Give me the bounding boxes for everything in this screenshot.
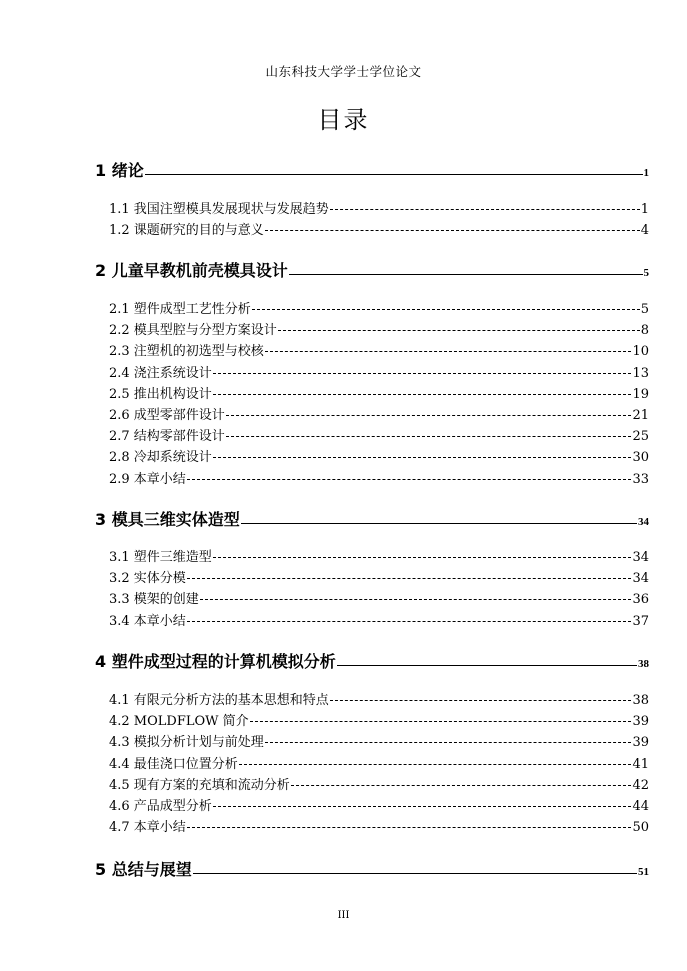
dot-leader xyxy=(200,599,632,600)
dot-leader xyxy=(239,764,632,765)
dot-leader xyxy=(213,394,632,395)
toc-section[interactable] xyxy=(109,468,649,487)
dot-leader xyxy=(265,351,632,352)
toc-chapter[interactable] xyxy=(95,857,649,880)
toc-section-page: 39 xyxy=(632,735,649,751)
dot-leader xyxy=(213,373,632,374)
toc-section[interactable] xyxy=(109,753,649,772)
toc-chapter[interactable] xyxy=(95,258,649,281)
toc-section[interactable] xyxy=(109,774,649,793)
toc-section-page: 4 xyxy=(640,223,649,239)
toc-section-page: 30 xyxy=(632,450,649,466)
toc-chapter-label: 2 儿童早教机前壳模具设计 xyxy=(95,261,288,280)
toc-section[interactable] xyxy=(109,610,649,629)
dot-leader xyxy=(213,557,632,558)
toc-section-label: 4.1 有限元分析方法的基本思想和特点 xyxy=(109,693,329,708)
toc-chapter-label: 4 塑件成型过程的计算机模拟分析 xyxy=(95,652,336,671)
toc-section[interactable] xyxy=(109,383,649,402)
toc-section-label: 2.8 冷却系统设计 xyxy=(109,450,212,466)
toc-section-page: 34 xyxy=(632,571,649,587)
toc-section[interactable] xyxy=(109,362,649,381)
toc-chapter-page: 51 xyxy=(638,866,649,878)
toc-section-page: 13 xyxy=(632,365,649,381)
toc-section-label: 3.1 塑件三维造型 xyxy=(109,550,212,565)
toc-section-page: 39 xyxy=(632,714,649,730)
dot-leader xyxy=(337,665,637,666)
toc-chapter-page: 38 xyxy=(638,658,649,670)
toc-chapter-page: 34 xyxy=(638,516,649,528)
toc-section[interactable] xyxy=(109,340,649,359)
toc-chapter[interactable] xyxy=(95,649,649,672)
toc-section-label: 2.7 结构零部件设计 xyxy=(109,429,225,445)
toc-chapter-page: 5 xyxy=(643,267,649,279)
dot-leader xyxy=(330,209,640,210)
toc-section-page: 37 xyxy=(632,613,649,629)
toc-section-page: 1 xyxy=(640,202,649,217)
toc-chapter[interactable] xyxy=(95,507,649,530)
dot-leader xyxy=(226,436,632,437)
toc-section-page: 50 xyxy=(632,820,649,836)
dot-leader xyxy=(289,274,643,275)
dot-leader xyxy=(252,309,640,310)
toc-section-page: 34 xyxy=(632,550,649,565)
toc-section-page: 21 xyxy=(632,408,649,423)
dot-leader xyxy=(330,700,632,701)
toc-section-page: 19 xyxy=(632,386,649,402)
toc-section-label: 2.1 塑件成型工艺性分析 xyxy=(109,302,251,317)
toc-section[interactable] xyxy=(109,219,649,238)
toc-section[interactable] xyxy=(109,710,649,729)
toc-section[interactable] xyxy=(109,198,649,217)
dot-leader xyxy=(226,415,632,416)
toc-section-label: 4.2 MOLDFLOW 简介 xyxy=(109,714,249,730)
toc-section-page: 36 xyxy=(632,592,649,608)
dot-leader xyxy=(193,873,637,874)
toc-section-page: 44 xyxy=(632,799,649,814)
toc-section-label: 4.5 现有方案的充填和流动分析 xyxy=(109,777,290,793)
toc-title: 目录 xyxy=(317,106,370,134)
toc-section[interactable] xyxy=(109,567,649,586)
toc-section-page: 41 xyxy=(632,756,649,772)
toc-section[interactable] xyxy=(109,795,649,814)
toc-section-label: 2.5 推出机构设计 xyxy=(109,386,212,402)
dot-leader xyxy=(187,479,632,480)
toc-chapter-page: 1 xyxy=(643,167,649,179)
toc-section-label: 1.1 我国注塑模具发展现状与发展趋势 xyxy=(109,202,329,217)
toc-section-label: 2.2 模具型腔与分型方案设计 xyxy=(109,323,277,339)
dot-leader xyxy=(241,523,637,524)
toc-section-label: 2.9 本章小结 xyxy=(109,471,186,487)
toc-chapter-label: 5 总结与展望 xyxy=(95,860,192,879)
dot-leader xyxy=(265,230,640,231)
toc-section[interactable] xyxy=(109,425,649,444)
dot-leader xyxy=(265,742,632,743)
toc-section-page: 42 xyxy=(632,777,649,793)
dot-leader xyxy=(187,827,632,828)
toc-section[interactable] xyxy=(109,404,649,423)
toc-section-label: 4.3 模拟分析计划与前处理 xyxy=(109,735,264,751)
toc-section-label: 1.2 课题研究的目的与意义 xyxy=(109,223,264,239)
dot-leader xyxy=(291,785,632,786)
toc-section[interactable] xyxy=(109,816,649,835)
toc-section[interactable] xyxy=(109,546,649,565)
toc-section-label: 2.6 成型零部件设计 xyxy=(109,408,225,423)
toc-section-page: 38 xyxy=(632,693,649,708)
toc-section-page: 8 xyxy=(640,323,649,339)
toc-section[interactable] xyxy=(109,298,649,317)
toc-section[interactable] xyxy=(109,588,649,607)
page-number: III xyxy=(337,910,350,921)
toc-section-label: 4.4 最佳浇口位置分析 xyxy=(109,756,238,772)
dot-leader xyxy=(213,806,632,807)
toc-section-label: 3.2 实体分模 xyxy=(109,571,186,587)
dot-leader xyxy=(187,578,632,579)
running-header: 山东科技大学学士学位论文 xyxy=(265,64,422,79)
toc-section-page: 5 xyxy=(640,302,649,317)
dot-leader xyxy=(187,621,632,622)
toc-section[interactable] xyxy=(109,731,649,750)
dot-leader xyxy=(250,721,632,722)
toc-section[interactable] xyxy=(109,319,649,338)
toc-section-label: 3.4 本章小结 xyxy=(109,613,186,629)
toc-section-label: 2.3 注塑机的初选型与校核 xyxy=(109,344,264,360)
toc-chapter-label: 1 绪论 xyxy=(95,161,144,180)
toc-section-page: 25 xyxy=(632,429,649,445)
dot-leader xyxy=(145,174,643,175)
dot-leader xyxy=(213,457,632,458)
toc-section-label: 3.3 模架的创建 xyxy=(109,592,199,608)
toc-section-label: 4.6 产品成型分析 xyxy=(109,799,212,814)
toc-section-label: 2.4 浇注系统设计 xyxy=(109,365,212,381)
toc-section-page: 10 xyxy=(632,344,649,360)
dot-leader xyxy=(278,330,640,331)
toc-section-label: 4.7 本章小结 xyxy=(109,820,186,836)
toc-section[interactable] xyxy=(109,689,649,708)
toc-chapter-label: 3 模具三维实体造型 xyxy=(95,510,240,529)
toc-section-page: 33 xyxy=(632,471,649,487)
toc-chapter[interactable] xyxy=(95,158,649,181)
toc-section[interactable] xyxy=(109,446,649,465)
